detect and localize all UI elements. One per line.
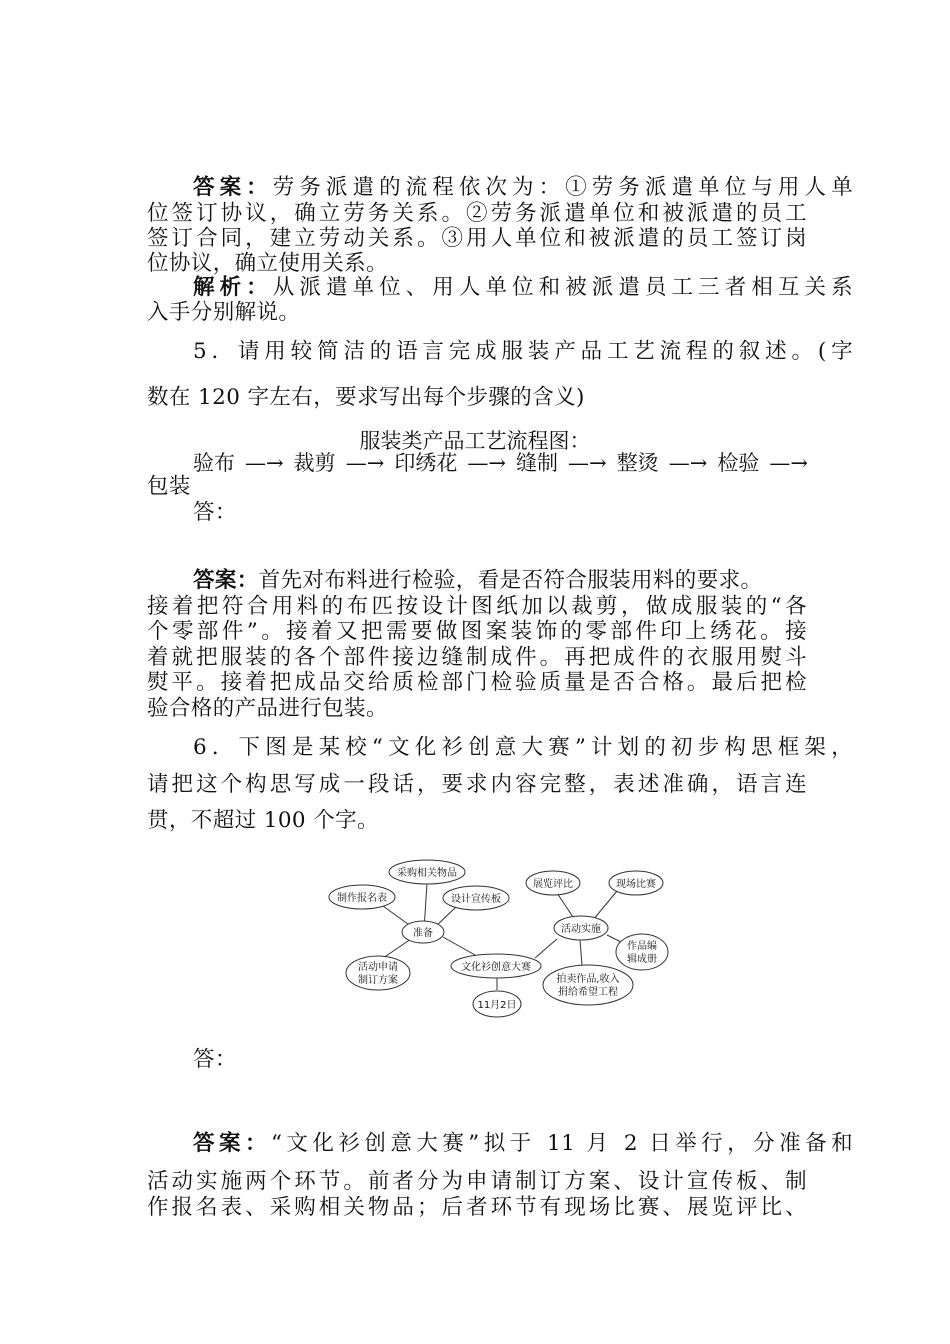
- q6-answer-line-3: 作报名表、采购相关物品；后者环节有现场比赛、展览评比、: [147, 1195, 807, 1220]
- connector-line: [580, 940, 582, 965]
- flow-last-step: 包装: [147, 474, 191, 499]
- connector-line: [535, 939, 557, 958]
- q5-answer-line-4: 着就把服装的各个部件接边缝制成件。再把成件的衣服用熨斗: [147, 645, 807, 670]
- node-label: 作品编: [627, 941, 657, 952]
- connector-line: [383, 906, 412, 927]
- q5-answer-prompt: 答：: [193, 500, 237, 525]
- node-label: 现场比赛: [616, 879, 656, 890]
- flow-arrow: —→: [668, 451, 708, 475]
- q4-answer-line-3: 签订合同，建立劳动关系。③用人单位和被派遣的员工签订岗: [147, 226, 807, 251]
- q5-answer-line-5: 熨平。接着把成品交给质检部门检验质量是否合格。最后把检: [147, 670, 807, 695]
- q6-question-line-1: 6．下图是某校“文化衫创意大赛”计划的初步构思框架，: [193, 735, 853, 760]
- node-label: 采购相关物品: [397, 868, 457, 879]
- node-label: 活动申请: [358, 962, 398, 973]
- node-auction: [543, 965, 633, 1005]
- q5-answer-line-2: 接着把符合用料的布匹按设计图纸加以裁剪，做成服装的“各: [147, 594, 807, 619]
- node-label: 活动实施: [561, 924, 601, 935]
- q6-answer-line-1: 答案：“文化衫创意大赛”拟于 11 月 2 日举行，分准备和: [193, 1131, 853, 1156]
- q5-question-line-2: 数在 120 字左右，要求写出每个步骤的含义): [147, 385, 585, 410]
- node-label: 11月2日: [477, 1000, 517, 1011]
- flow-arrow: —→: [345, 451, 385, 475]
- flow-arrow: —→: [245, 451, 284, 475]
- flow-arrow: —→: [568, 451, 607, 475]
- q6-question-line-3: 贯，不超过 100 个字。: [147, 808, 379, 833]
- flow-diagram-title: 服装类产品工艺流程图：: [359, 429, 591, 453]
- flow-arrow: —→: [769, 451, 808, 475]
- flow-arrow: —→: [467, 451, 506, 475]
- node-label: 制作报名表: [337, 893, 387, 904]
- q5-question-line-1: 5．请用较简洁的语言完成服装产品工艺流程的叙述。(字: [193, 339, 853, 364]
- flow-step: 检验: [717, 451, 760, 475]
- q4-answer-line-2: 位签订协议，确立劳务关系。②劳务派遣单位和被派遣的员工: [147, 201, 807, 226]
- q4-analysis-line-2: 入手分别解说。: [147, 300, 301, 325]
- node-label: 展览评比: [533, 879, 573, 890]
- answer-label: 答案：: [193, 1131, 271, 1156]
- mind-map-diagram: [325, 855, 675, 1025]
- q6-question-line-2: 请把这个构思写成一段话，要求内容完整，表述准确，语言连: [147, 772, 807, 797]
- node-label: 拍卖作品,收入: [556, 974, 620, 985]
- node-label: 设计宣传板: [451, 894, 501, 905]
- process-flow: [193, 450, 808, 476]
- flow-step: 缝制: [516, 451, 559, 475]
- answer-label: 答案：: [193, 175, 273, 200]
- q4-answer-line-4: 位协议，确立使用关系。: [147, 251, 388, 276]
- q6-answer-prompt: 答：: [193, 1047, 237, 1072]
- flow-step: 整烫: [616, 451, 659, 475]
- analysis-label: 解析：: [193, 275, 273, 300]
- q6-answer-line-2: 活动实施两个环节。前者分为申请制订方案、设计宣传板、制: [147, 1169, 807, 1194]
- node-label: 准备: [413, 928, 433, 939]
- node-label: 捐给希望工程: [558, 987, 618, 998]
- q5-answer-line-6: 验合格的产品进行包装。: [147, 696, 388, 721]
- answer-label: 答案：: [193, 568, 259, 593]
- node-label: 辑成册: [627, 954, 657, 965]
- q4-answer-line-1: 答案：劳务派遣的流程依次为：①劳务派遣单位与用人单: [193, 175, 853, 200]
- connector-line: [593, 891, 617, 920]
- q5-answer-line-3: 个零部件”。接着又把需要做图案装饰的零部件印上绣花。接: [147, 619, 807, 644]
- q4-analysis-line-1: 解析：从派遣单位、用人单位和被派遣员工三者相互关系: [193, 275, 853, 300]
- flow-step: 裁剪: [293, 451, 336, 475]
- connector-line: [443, 937, 475, 955]
- q5-answer-line-1: 答案：首先对布料进行检验，看是否符合服装用料的要求。: [193, 568, 763, 593]
- flow-step: 验布: [193, 451, 235, 475]
- node-label: 文化衫创意大赛: [461, 962, 531, 973]
- flow-step: 印绣花: [394, 451, 458, 475]
- node-label: 制订方案: [358, 975, 398, 986]
- connector-line: [383, 939, 411, 958]
